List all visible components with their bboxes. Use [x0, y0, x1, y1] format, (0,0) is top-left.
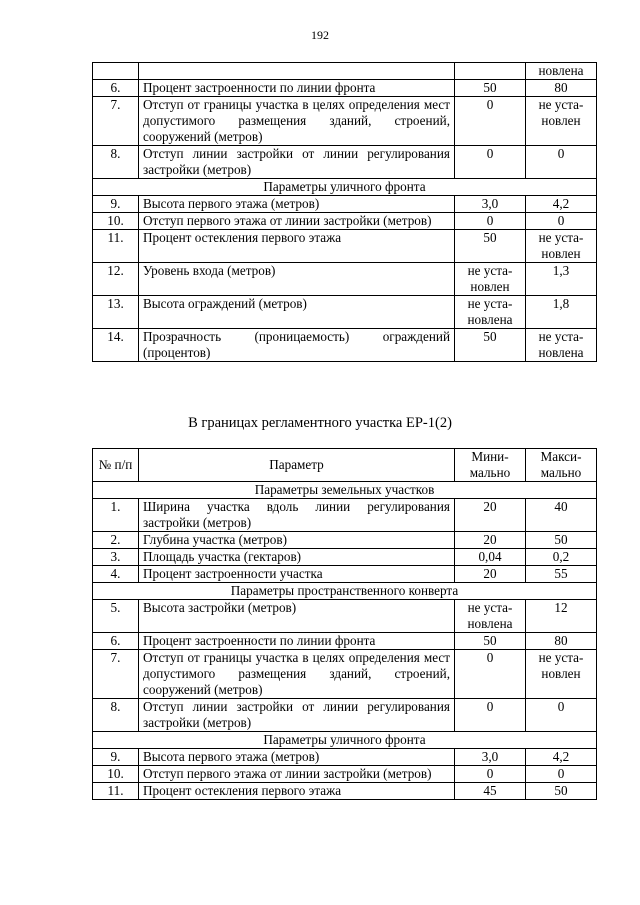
num-cell: 11. — [93, 783, 139, 800]
table-row — [93, 600, 597, 633]
min-cell: 0 — [455, 97, 526, 146]
param-cell: Отступ первого этажа от линии застройки (метров) — [139, 213, 455, 230]
param-cell: Высота первого этажа (метров) — [139, 749, 455, 766]
table-row — [93, 650, 597, 699]
section-row — [93, 482, 597, 499]
max-cell: 80 — [526, 633, 597, 650]
header-max: Макси- мально — [526, 449, 597, 482]
table-row — [93, 296, 597, 329]
max-cell: 4,2 — [526, 749, 597, 766]
section-heading: Параметры уличного фронта — [93, 732, 597, 749]
min-cell: 0 — [455, 766, 526, 783]
min-cell: 0 — [455, 213, 526, 230]
num-cell: 6. — [93, 633, 139, 650]
num-cell: 3. — [93, 549, 139, 566]
min-cell: 50 — [455, 329, 526, 362]
param-cell: Процент застроенности по линии фронта — [139, 80, 455, 97]
num-cell: 4. — [93, 566, 139, 583]
num-cell: 7. — [93, 650, 139, 699]
min-cell: 3,0 — [455, 196, 526, 213]
max-cell: не уста- новлен — [526, 650, 597, 699]
table-row — [93, 766, 597, 783]
param-cell: Процент остекления первого этажа — [139, 230, 455, 263]
table-row — [93, 532, 597, 549]
num-cell: 8. — [93, 699, 139, 732]
table-row — [93, 749, 597, 766]
num-cell: 12. — [93, 263, 139, 296]
section-heading: Параметры земельных участков — [93, 482, 597, 499]
table-row — [93, 263, 597, 296]
param-cell: Высота ограждений (метров) — [139, 296, 455, 329]
min-cell: не уста- новлен — [455, 263, 526, 296]
param-cell: Ширина участка вдоль линии регулирования застройки (метров) — [139, 499, 455, 532]
param-cell: Отступ линии застройки от линии регулирования застройки (метров) — [139, 146, 455, 179]
table-row — [93, 63, 597, 80]
min-cell: 0,04 — [455, 549, 526, 566]
max-cell: 40 — [526, 499, 597, 532]
param-cell: Отступ от границы участка в целях определения мест допустимого размещения зданий, строений, сооружений (метров) — [139, 97, 455, 146]
section-row — [93, 583, 597, 600]
max-cell: 0 — [526, 146, 597, 179]
param-cell: Высота первого этажа (метров) — [139, 196, 455, 213]
param-cell: Отступ линии застройки от линии регулирования застройки (метров) — [139, 699, 455, 732]
num-cell: 10. — [93, 213, 139, 230]
min-cell: 20 — [455, 532, 526, 549]
param-cell: Процент застроенности по линии фронта — [139, 633, 455, 650]
max-cell: 50 — [526, 783, 597, 800]
table-row — [93, 783, 597, 800]
regulation-table-er-1-2 — [92, 448, 597, 800]
table-row — [93, 97, 597, 146]
param-cell — [139, 63, 455, 80]
table-row — [93, 213, 597, 230]
max-cell: не уста- новлен — [526, 230, 597, 263]
section-row — [93, 732, 597, 749]
num-cell: 10. — [93, 766, 139, 783]
param-cell: Отступ первого этажа от линии застройки (метров) — [139, 766, 455, 783]
regulation-table-continued — [92, 62, 597, 362]
num-cell: 2. — [93, 532, 139, 549]
num-cell: 8. — [93, 146, 139, 179]
min-cell: 3,0 — [455, 749, 526, 766]
min-cell: 0 — [455, 146, 526, 179]
table-row — [93, 196, 597, 213]
max-cell: 1,8 — [526, 296, 597, 329]
param-cell: Глубина участка (метров) — [139, 532, 455, 549]
min-cell: 0 — [455, 650, 526, 699]
max-cell: 0 — [526, 766, 597, 783]
section-heading: Параметры пространственного конверта — [93, 583, 597, 600]
max-cell: 80 — [526, 80, 597, 97]
num-cell: 13. — [93, 296, 139, 329]
max-cell: 0,2 — [526, 549, 597, 566]
table-header-row — [93, 449, 597, 482]
section-heading: Параметры уличного фронта — [93, 179, 597, 196]
min-cell: 20 — [455, 499, 526, 532]
table-row — [93, 699, 597, 732]
header-num: № п/п — [93, 449, 139, 482]
param-cell: Уровень входа (метров) — [139, 263, 455, 296]
min-cell: не уста- новлена — [455, 600, 526, 633]
param-cell: Прозрачность (проницаемость) ограждений (процентов) — [139, 329, 455, 362]
param-cell: Отступ от границы участка в целях определения мест допустимого размещения зданий, строений, сооружений (метров) — [139, 650, 455, 699]
max-cell: 0 — [526, 699, 597, 732]
num-cell: 7. — [93, 97, 139, 146]
num-cell: 9. — [93, 196, 139, 213]
max-cell: 55 — [526, 566, 597, 583]
min-cell: 45 — [455, 783, 526, 800]
param-cell: Площадь участка (гектаров) — [139, 549, 455, 566]
min-cell: 0 — [455, 699, 526, 732]
num-cell — [93, 63, 139, 80]
table-row — [93, 329, 597, 362]
table-row — [93, 499, 597, 532]
max-cell: 12 — [526, 600, 597, 633]
min-cell: 20 — [455, 566, 526, 583]
header-param: Параметр — [139, 449, 455, 482]
param-cell: Высота застройки (метров) — [139, 600, 455, 633]
table-caption: В границах регламентного участка ЕР-1(2) — [188, 415, 452, 431]
max-cell: не уста- новлен — [526, 97, 597, 146]
min-cell: 50 — [455, 633, 526, 650]
num-cell: 5. — [93, 600, 139, 633]
table-row — [93, 633, 597, 650]
param-cell: Процент остекления первого этажа — [139, 783, 455, 800]
max-cell: не уста- новлена — [526, 329, 597, 362]
max-cell: новлена — [526, 63, 597, 80]
num-cell: 1. — [93, 499, 139, 532]
num-cell: 14. — [93, 329, 139, 362]
table-row — [93, 80, 597, 97]
min-cell — [455, 63, 526, 80]
max-cell: 0 — [526, 213, 597, 230]
max-cell: 50 — [526, 532, 597, 549]
max-cell: 1,3 — [526, 263, 597, 296]
num-cell: 9. — [93, 749, 139, 766]
min-cell: 50 — [455, 230, 526, 263]
num-cell: 11. — [93, 230, 139, 263]
min-cell: не уста- новлена — [455, 296, 526, 329]
header-min: Мини- мально — [455, 449, 526, 482]
table-row — [93, 566, 597, 583]
table-row — [93, 549, 597, 566]
section-row — [93, 179, 597, 196]
table-row — [93, 146, 597, 179]
min-cell: 50 — [455, 80, 526, 97]
num-cell: 6. — [93, 80, 139, 97]
max-cell: 4,2 — [526, 196, 597, 213]
table-row — [93, 230, 597, 263]
page-number: 192 — [311, 28, 329, 42]
param-cell: Процент застроенности участка — [139, 566, 455, 583]
